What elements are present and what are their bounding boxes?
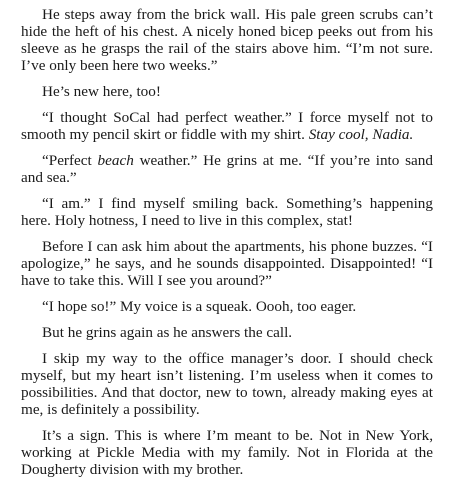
- paragraph-text: He’s new here, too!: [42, 83, 161, 100]
- paragraph: [21, 350, 433, 418]
- paragraph-text: “I thought SoCal had perfect weather.” I force myself not to smooth my pencil skirt or fiddle with my shirt.: [21, 109, 433, 143]
- paragraph: [21, 152, 433, 186]
- paragraph: [21, 109, 433, 143]
- paragraph: [21, 298, 433, 315]
- paragraph: [21, 324, 433, 341]
- paragraph-text: “I am.” I find myself smiling back. Something’s happening here. Holy hotness, I need to live in this complex, stat!: [21, 195, 433, 229]
- paragraph-text: “Perfect: [42, 152, 98, 169]
- paragraph-text: “I hope so!” My voice is a squeak. Oooh, too eager.: [42, 298, 357, 315]
- paragraph: [21, 83, 433, 100]
- paragraph-text: But he grins again as he answers the call.: [42, 324, 293, 341]
- book-page: [21, 6, 433, 478]
- paragraph-text: weather.” He grins at me. “If you’re into sand and sea.”: [21, 152, 433, 186]
- italic-text: beach: [97, 152, 134, 169]
- paragraph: [21, 195, 433, 229]
- paragraph: [21, 427, 433, 478]
- paragraph-text: Before I can ask him about the apartments, his phone buzzes. “I apologize,” he says, and he sounds disappointed. Disappointed! “I have to take this. Will I see you around?”: [21, 238, 433, 289]
- paragraph: [21, 6, 433, 74]
- italic-text: Stay cool, Nadia.: [308, 126, 414, 143]
- paragraph-text: It’s a sign. This is where I’m meant to be. Not in New York, working at Pickle Media with my family. Not in Florida at the Dougherty division with my brother.: [21, 427, 433, 478]
- paragraph-text: I skip my way to the office manager’s door. I should check myself, but my heart isn’t listening. I’m useless when it comes to possibilities. And that doctor, new to town, already making eyes at me, is definitely a possibility.: [21, 350, 433, 418]
- paragraph: [21, 238, 433, 289]
- paragraph-text: He steps away from the brick wall. His pale green scrubs can’t hide the heft of his chest. A nicely honed bicep peeks out from his sleeve as he grasps the rail of the stairs above him. “I’m not sure. I’ve only been here two weeks.”: [21, 6, 433, 74]
